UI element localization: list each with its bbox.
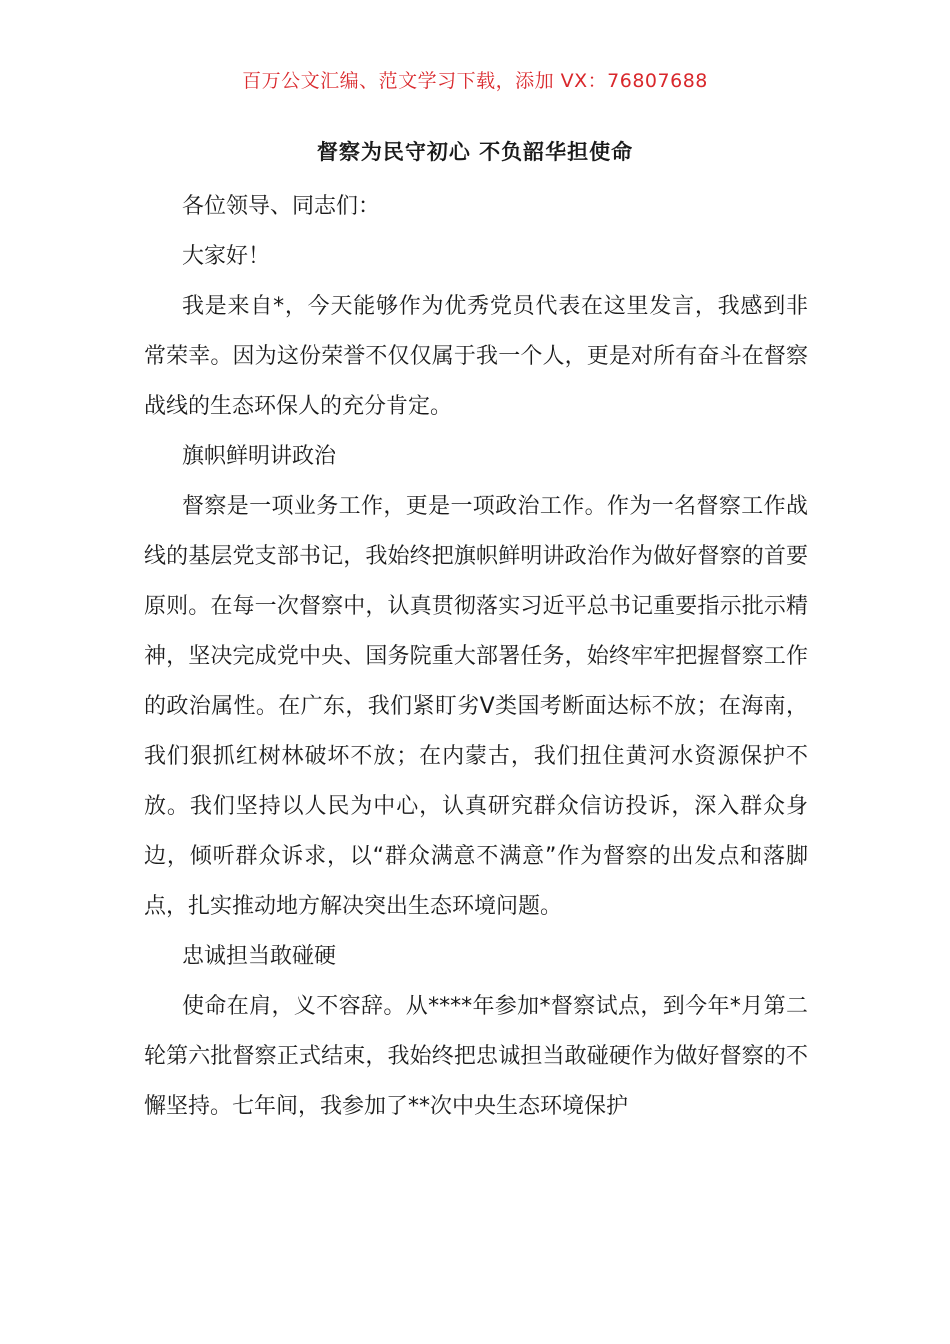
document-title: 督察为民守初心 不负韶华担使命	[316, 140, 634, 164]
politics-paragraph: 督察是一项业务工作，更是一项政治工作。作为一名督察工作战线的基层党支部书记，我始终把旗帜鲜明讲政治作为做好督察的首要原则。在每一次督察中，认真贯彻落实习近平总书记重要指示批示精神，坚决完成党中央、国务院重大部署任务，始终牢牢把握督察工作的政治属性。在广东，我们紧盯劣Ⅴ类国考断面达标不放；在海南，我们狠抓红树林破坏不放；在内蒙古，我们扭住黄河水资源保护不放。我们坚持以人民为中心，认真研究群众信访投诉，深入群众身边，倾听群众诉求，以“群众满意不满意”作为督察的出发点和落脚点，扎实推动地方解决突出生态环境问题。	[144, 494, 808, 919]
greeting: 大家好！	[182, 244, 271, 269]
salutation: 各位领导、同志们：	[182, 194, 381, 219]
document-body	[144, 182, 808, 1132]
section-heading-loyalty: 忠诚担当敢碰硬	[182, 944, 337, 969]
header-watermark-note: 百万公文汇编、范文学习下载，添加 VX：76807688	[242, 70, 708, 92]
intro-paragraph: 我是来自*，今天能够作为优秀党员代表在这里发言，我感到非常荣幸。因为这份荣誉不仅仅属于我一个人，更是对所有奋斗在督察战线的生态环保人的充分肯定。	[144, 294, 808, 419]
section-heading-politics: 旗帜鲜明讲政治	[182, 444, 337, 469]
loyalty-paragraph: 使命在肩，义不容辞。从****年参加*督察试点，到今年*月第二轮第六批督察正式结束，我始终把忠诚担当敢碰硬作为做好督察的不懈坚持。七年间，我参加了**次中央生态环境保护	[144, 994, 808, 1119]
